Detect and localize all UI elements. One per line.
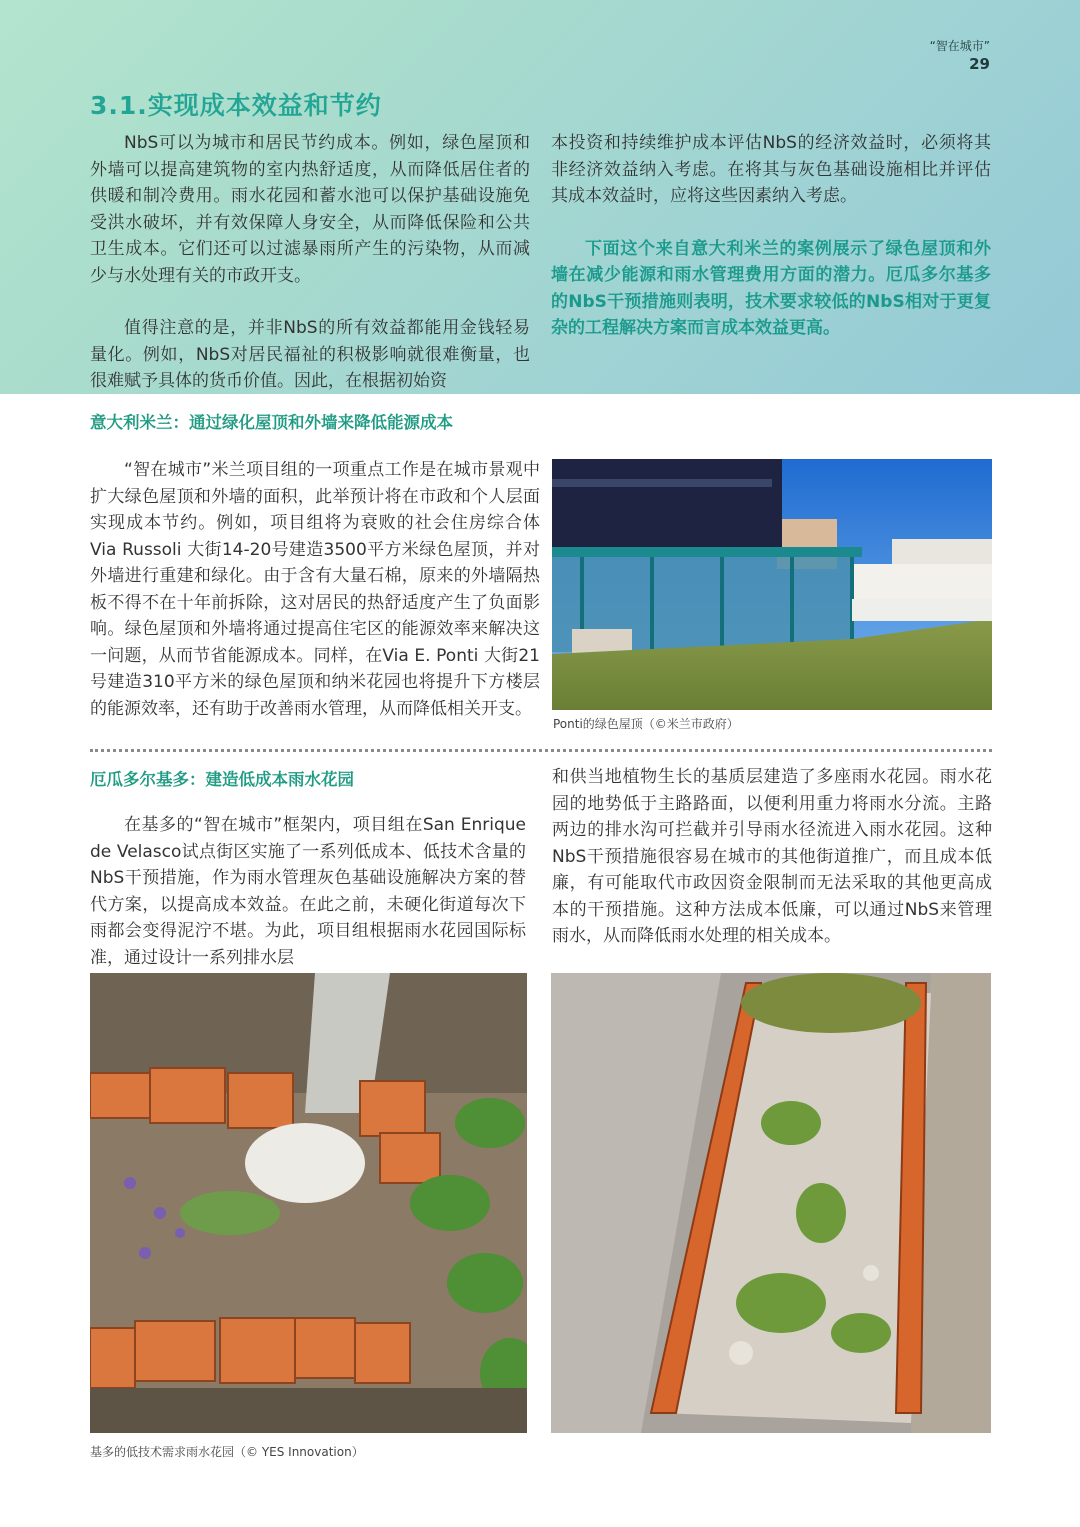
milan-case-body: “智在城市”米兰项目组的一项重点工作是在城市景观中扩大绿色屋顶和外墙的面积，此举预计将在市政和个人层面实现成本节约。例如，项目组将为衰败的社会住房综合体Via Russoli 大街14-20号建造3500平方米绿色屋顶，并对外墙进行重建和绿化。由于含有大量石棉，原来的外墙隔热板不得不在十年前拆除，这对居民的热舒适度产生了负面影响。绿色屋顶和外墙将通过提高住宅区的能源效率来解决这一问题，从而节省能源成本。同样，在Via E. Ponti 大街21号建造310平方米的绿色屋顶和纳米花园也将提升下方楼层的能源效率，还有助于改善雨水管理，从而降低相关开支。	[90, 460, 540, 719]
highlight-paragraph: 下面这个来自意大利米兰的案例展示了绿色屋顶和外墙在减少能源和雨水管理费用方面的潜力。厄瓜多尔基多的NbS干预措施则表明，技术要求较低的NbS相对于更复杂的工程解决方案而言成本效益更高。	[551, 238, 991, 338]
quito-case-title: 厄瓜多尔基多：建造低成本雨水花园	[90, 770, 354, 789]
section-right-column	[551, 130, 991, 342]
intro-paragraph-2: 值得注意的是，并非NbS的所有效益都能用金钱轻易量化。例如，NbS对居民福祉的积极影响就很难衡量，也很难赋予具体的货币价值。因此，在根据初始资	[90, 318, 530, 391]
quito-case-left-column	[90, 812, 526, 971]
section-title: 3.1.实现成本效益和节约	[90, 91, 382, 120]
intro-paragraph-3: 本投资和持续维护成本评估NbS的经济效益时，必须将其非经济效益纳入考虑。在将其与灰色基础设施相比并评估其成本效益时，应将这些因素纳入考虑。	[551, 133, 991, 206]
milan-case-column	[90, 457, 540, 722]
quito-case-body-left: 在基多的“智在城市”框架内，项目组在San Enrique de Velasco试点街区实施了一系列低成本、低技术含量的NbS干预措施，作为雨水管理灰色基础设施解决方案的替代方案，以提高成本效益。在此之前，未硬化街道每次下雨都会变得泥泞不堪。为此，项目组根据雨水花园国际标准，通过设计一系列排水层	[90, 815, 526, 968]
intro-paragraph-1: NbS可以为城市和居民节约成本。例如，绿色屋顶和外墙可以提高建筑物的室内热舒适度，从而降低居住者的供暖和制冷费用。雨水花园和蓄水池可以保护基础设施免受洪水破坏，并有效保障人身安全，从而降低保险和公共卫生成本。它们还可以过滤暴雨所产生的污染物，从而减少与水处理有关的市政开支。	[90, 133, 530, 286]
section-left-column	[90, 130, 530, 395]
milan-case-title: 意大利米兰：通过绿化屋顶和外墙来降低能源成本	[90, 413, 453, 432]
series-name: “智在城市”	[929, 39, 990, 53]
quito-case-body-right: 和供当地植物生长的基质层建造了多座雨水花园。雨水花园的地势低于主路路面，以便利用重力将雨水分流。主路两边的排水沟可拦截并引导雨水径流进入雨水花园。这种NbS干预措施很容易在城市的其他街道推广，而且成本低廉，有可能取代市政因资金限制而无法采取的其他更高成本的干预措施。这种方法成本低廉，可以通过NbS来管理雨水，从而降低雨水处理的相关成本。	[552, 767, 992, 946]
page-header	[930, 38, 990, 74]
milan-green-roof-photo	[552, 459, 992, 710]
quito-case-right-column	[552, 764, 992, 950]
page-number: 29	[969, 55, 990, 73]
milan-photo-caption: Ponti的绿色屋顶（©米兰市政府）	[553, 717, 739, 731]
quito-photo-caption: 基多的低技术需求雨水花园（© YES Innovation）	[90, 1445, 364, 1459]
section-divider	[90, 749, 992, 752]
quito-rain-garden-photo-left	[90, 973, 527, 1433]
quito-rain-garden-photo-right	[551, 973, 991, 1433]
